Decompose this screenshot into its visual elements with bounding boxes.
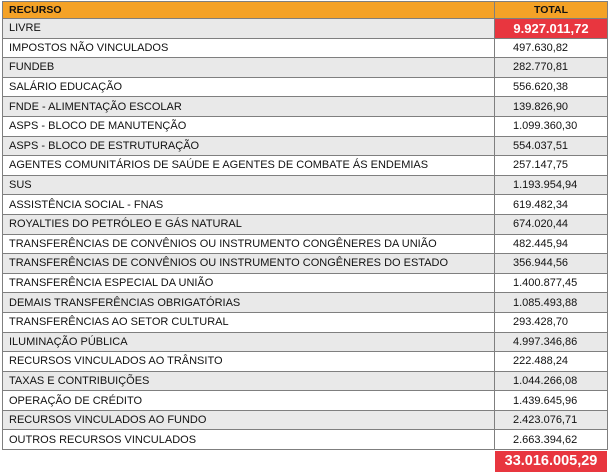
table-row bbox=[3, 195, 608, 215]
row-value: 674.020,44 bbox=[495, 214, 608, 234]
row-value: 356.944,56 bbox=[495, 254, 608, 274]
row-label: RECURSOS VINCULADOS AO TRÂNSITO bbox=[3, 352, 495, 372]
grand-total: 33.016.005,29 bbox=[495, 451, 607, 472]
table-row bbox=[3, 234, 608, 254]
table-row bbox=[3, 116, 608, 136]
row-value: 497.630,82 bbox=[495, 38, 608, 58]
row-label: TRANSFERÊNCIAS DE CONVÊNIOS OU INSTRUMENTO CONGÊNERES DA UNIÃO bbox=[3, 234, 495, 254]
row-value: 482.445,94 bbox=[495, 234, 608, 254]
row-value: 556.620,38 bbox=[495, 77, 608, 97]
row-label: OPERAÇÃO DE CRÉDITO bbox=[3, 391, 495, 411]
table-row bbox=[3, 254, 608, 274]
table-row bbox=[3, 312, 608, 332]
row-label: TAXAS E CONTRIBUIÇÕES bbox=[3, 371, 495, 391]
row-label: ROYALTIES DO PETRÓLEO E GÁS NATURAL bbox=[3, 214, 495, 234]
row-value: 4.997.346,86 bbox=[495, 332, 608, 352]
row-label: FNDE - ALIMENTAÇÃO ESCOLAR bbox=[3, 97, 495, 117]
row-value: 1.044.266,08 bbox=[495, 371, 608, 391]
row-value: 257.147,75 bbox=[495, 156, 608, 176]
table-row bbox=[3, 77, 608, 97]
header-total: TOTAL bbox=[495, 2, 608, 19]
row-value: 1.400.877,45 bbox=[495, 273, 608, 293]
table-row bbox=[3, 371, 608, 391]
row-value: 222.488,24 bbox=[495, 352, 608, 372]
row-label: TRANSFERÊNCIAS AO SETOR CULTURAL bbox=[3, 312, 495, 332]
table-row bbox=[3, 352, 608, 372]
row-label: ILUMINAÇÃO PÚBLICA bbox=[3, 332, 495, 352]
row-label: ASSISTÊNCIA SOCIAL - FNAS bbox=[3, 195, 495, 215]
row-value: 1.193.954,94 bbox=[495, 175, 608, 195]
table-row bbox=[3, 19, 608, 39]
header-resource: RECURSO bbox=[3, 2, 495, 19]
row-value: 1.099.360,30 bbox=[495, 116, 608, 136]
row-label: DEMAIS TRANSFERÊNCIAS OBRIGATÓRIAS bbox=[3, 293, 495, 313]
row-label: SALÁRIO EDUCAÇÃO bbox=[3, 77, 495, 97]
row-value: 619.482,34 bbox=[495, 195, 608, 215]
row-label: SUS bbox=[3, 175, 495, 195]
row-label: AGENTES COMUNITÁRIOS DE SAÚDE E AGENTES DE COMBATE ÁS ENDEMIAS bbox=[3, 156, 495, 176]
table-row bbox=[3, 38, 608, 58]
row-value: 1.085.493,88 bbox=[495, 293, 608, 313]
table-row bbox=[3, 175, 608, 195]
row-value: 2.423.076,71 bbox=[495, 410, 608, 430]
row-label: ASPS - BLOCO DE ESTRUTURAÇÃO bbox=[3, 136, 495, 156]
table-row bbox=[3, 97, 608, 117]
table-row bbox=[3, 136, 608, 156]
table-row bbox=[3, 332, 608, 352]
row-label: RECURSOS VINCULADOS AO FUNDO bbox=[3, 410, 495, 430]
row-value: 2.663.394,62 bbox=[495, 430, 608, 450]
table-row bbox=[3, 273, 608, 293]
row-label: FUNDEB bbox=[3, 58, 495, 78]
table-row bbox=[3, 430, 608, 450]
row-value: 293.428,70 bbox=[495, 312, 608, 332]
row-value: 282.770,81 bbox=[495, 58, 608, 78]
table-header-row bbox=[3, 2, 608, 19]
row-label: TRANSFERÊNCIA ESPECIAL DA UNIÃO bbox=[3, 273, 495, 293]
row-label: LIVRE bbox=[3, 19, 495, 39]
table-row bbox=[3, 293, 608, 313]
resources-table bbox=[2, 1, 608, 450]
row-label: OUTROS RECURSOS VINCULADOS bbox=[3, 430, 495, 450]
row-value: 1.439.645,96 bbox=[495, 391, 608, 411]
table-row bbox=[3, 214, 608, 234]
row-value: 554.037,51 bbox=[495, 136, 608, 156]
table-row bbox=[3, 391, 608, 411]
row-value: 9.927.011,72 bbox=[495, 19, 608, 39]
row-label: IMPOSTOS NÃO VINCULADOS bbox=[3, 38, 495, 58]
table-row bbox=[3, 410, 608, 430]
table-row bbox=[3, 58, 608, 78]
row-label: TRANSFERÊNCIAS DE CONVÊNIOS OU INSTRUMENTO CONGÊNERES DO ESTADO bbox=[3, 254, 495, 274]
row-label: ASPS - BLOCO DE MANUTENÇÃO bbox=[3, 116, 495, 136]
table-row bbox=[3, 156, 608, 176]
row-value: 139.826,90 bbox=[495, 97, 608, 117]
